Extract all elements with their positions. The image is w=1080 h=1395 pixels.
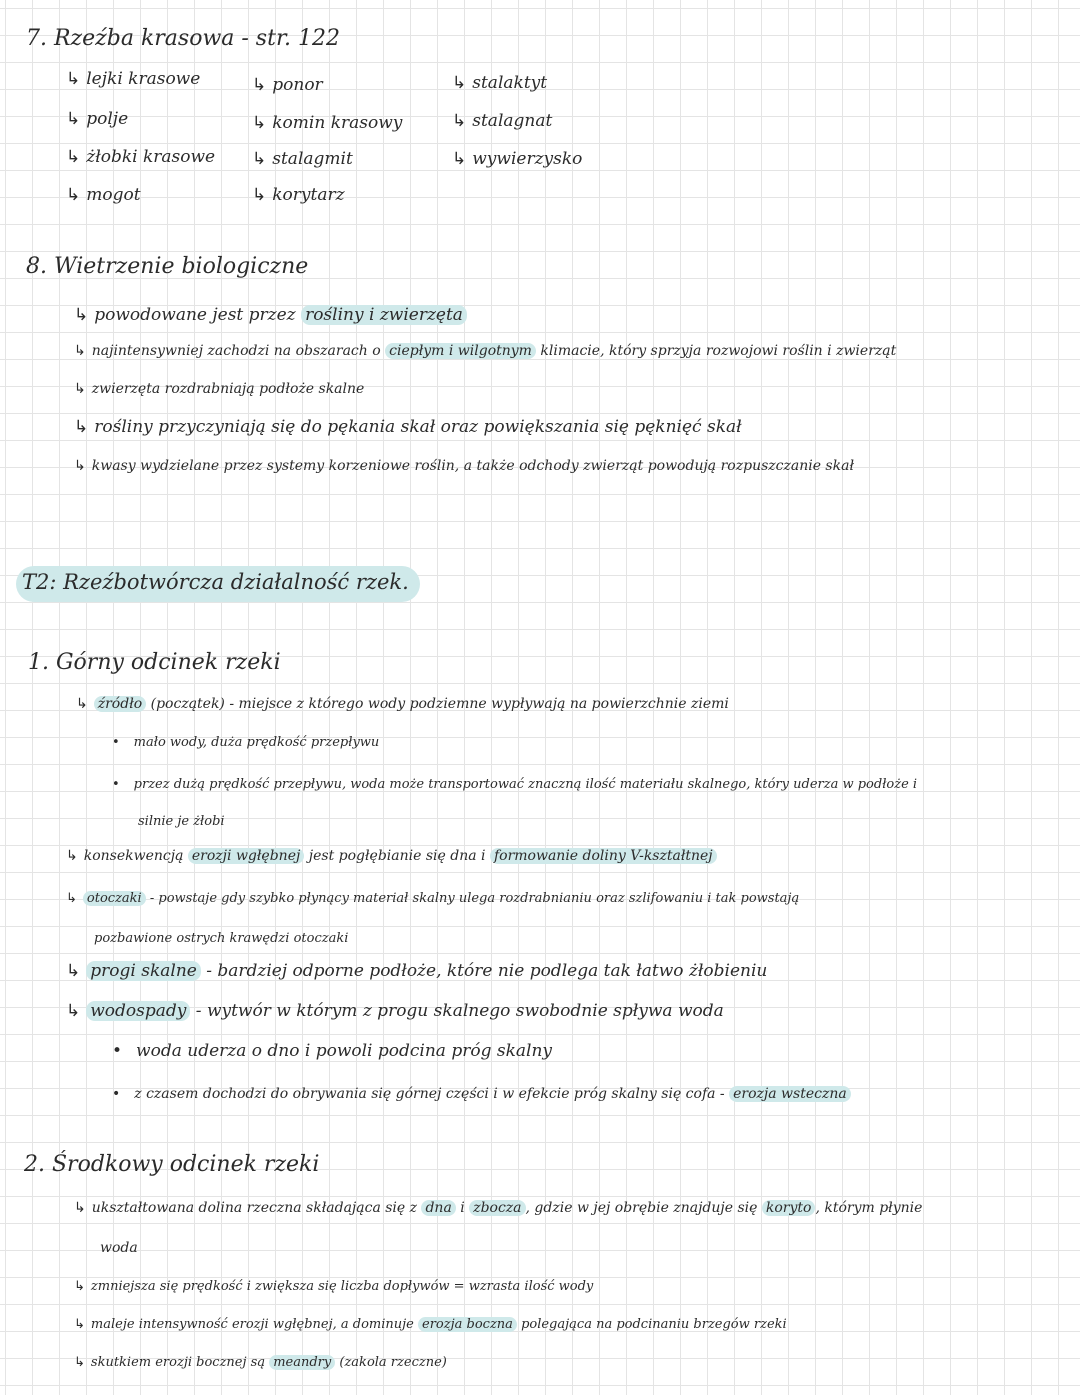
topic-title: T2: Rzeźbotwórcza działalność rzek. [22, 570, 409, 594]
list-item: • z czasem dochodzi do obrywania się górnej części i w efekcie próg skalny się cofa - erozja wsteczna [112, 1086, 851, 1102]
list-item: ↳ progi skalne - bardziej odporne podłoże, które nie podlega tak łatwo żłobieniu [66, 961, 768, 981]
list-item: ↳ korytarz [252, 185, 345, 205]
arrow-icon: ↳ [74, 417, 89, 437]
list-item: ↳ kwasy wydzielane przez systemy korzeniowe roślin, a także odchody zwierząt powodują rozpuszczanie skał [74, 458, 854, 474]
bullet-icon: • [112, 777, 120, 792]
section-2-title: 2. Środkowy odcinek rzeki [24, 1152, 320, 1177]
highlight: formowanie doliny V-kształtnej [490, 848, 717, 864]
list-item-continued: silnie je żłobi [138, 814, 225, 829]
arrow-icon: ↳ [74, 1317, 85, 1332]
arrow-icon: ↳ [74, 381, 86, 397]
highlight: dna [421, 1200, 455, 1216]
list-item: ↳ zmniejsza się prędkość i zwiększa się liczba dopływów = wzrasta ilość wody [74, 1279, 594, 1294]
bullet-icon: • [112, 1086, 121, 1102]
arrow-icon: ↳ [452, 111, 467, 131]
highlight: ciepłym i wilgotnym [385, 343, 536, 359]
list-item: ↳ ponor [252, 75, 323, 95]
list-item-continued: pozbawione ostrych krawędzi otoczaki [94, 931, 349, 946]
arrow-icon: ↳ [74, 1279, 85, 1294]
arrow-icon: ↳ [74, 1200, 86, 1216]
list-item: ↳ polje [66, 109, 129, 129]
section-7-title: 7. Rzeźba krasowa - str. 122 [26, 26, 341, 51]
arrow-icon: ↳ [74, 305, 89, 325]
list-item: ↳ najintensywniej zachodzi na obszarach o ciepłym i wilgotnym klimacie, który sprzyja rozwojowi roślin i zwierząt [74, 343, 897, 359]
bullet-icon: • [112, 735, 120, 750]
highlight: erozja wsteczna [729, 1086, 851, 1102]
highlight: progi skalne [86, 961, 201, 981]
arrow-icon: ↳ [66, 891, 77, 906]
list-item: • mało wody, duża prędkość przepływu [112, 735, 380, 750]
arrow-icon: ↳ [66, 109, 81, 129]
arrow-icon: ↳ [252, 185, 267, 205]
list-item: ↳ zwierzęta rozdrabniają podłoże skalne [74, 381, 365, 397]
list-item-continued: woda [100, 1240, 138, 1256]
list-item: ↳ konsekwencją erozji wgłębnej jest pogłębianie się dna i formowanie doliny V-kształtnej [66, 848, 717, 864]
arrow-icon: ↳ [74, 458, 86, 474]
arrow-icon: ↳ [74, 343, 86, 359]
list-item: ↳ stalagmit [252, 149, 353, 169]
arrow-icon: ↳ [74, 1355, 85, 1370]
highlight: koryto [762, 1200, 816, 1216]
list-item: ↳ powodowane jest przez rośliny i zwierzęta [74, 306, 467, 326]
arrow-icon: ↳ [76, 696, 88, 712]
highlight: wodospady [86, 1001, 190, 1021]
highlight: rośliny i zwierzęta [301, 305, 467, 325]
highlight: erozji wgłębnej [188, 848, 304, 864]
list-item: ↳ maleje intensywność erozji wgłębnej, a dominuje erozja boczna polegająca na podcinaniu brzegów rzeki [74, 1317, 787, 1332]
arrow-icon: ↳ [66, 1001, 81, 1021]
list-item: ↳ stalaktyt [452, 73, 548, 93]
arrow-icon: ↳ [452, 73, 467, 93]
arrow-icon: ↳ [452, 149, 467, 169]
bullet-icon: • [112, 1041, 123, 1061]
section-1-title: 1. Górny odcinek rzeki [28, 650, 281, 675]
list-item: • woda uderza o dno i powoli podcina próg skalny [112, 1041, 553, 1061]
list-item: ↳ wywierzysko [452, 149, 583, 169]
list-item: ↳ stalagnat [452, 111, 553, 131]
section-8-title: 8. Wietrzenie biologiczne [26, 254, 309, 279]
arrow-icon: ↳ [252, 149, 267, 169]
arrow-icon: ↳ [66, 185, 81, 205]
highlight: źródło [94, 696, 146, 712]
list-item: ↳ lejki krasowe [66, 69, 201, 89]
list-item: ↳ źródło (początek) - miejsce z którego wody podziemne wypływają na powierzchnie ziemi [76, 696, 729, 712]
list-item: • przez dużą prędkość przepływu, woda może transportować znaczną ilość materiału skalnego, który uderza w podłoże i [112, 777, 918, 792]
list-item: ↳ ukształtowana dolina rzeczna składająca się z dna i zbocza , gdzie w jej obrębie znajduje się koryto , którym płynie [74, 1200, 923, 1216]
arrow-icon: ↳ [66, 848, 78, 864]
list-item: ↳ mogot [66, 185, 141, 205]
list-item: ↳ rośliny przyczyniają się do pękania skał oraz powiększania się pęknięć skał [74, 417, 742, 437]
arrow-icon: ↳ [252, 75, 267, 95]
arrow-icon: ↳ [66, 961, 81, 981]
highlight: otoczaki [83, 891, 146, 906]
arrow-icon: ↳ [252, 113, 267, 133]
arrow-icon: ↳ [66, 147, 81, 167]
list-item: ↳ żłobki krasowe [66, 147, 216, 167]
highlight: meandry [269, 1355, 335, 1370]
highlight: erozja boczna [418, 1317, 517, 1332]
list-item: ↳ wodospady - wytwór w którym z progu skalnego swobodnie spływa woda [66, 1001, 724, 1021]
highlight: zbocza [469, 1200, 525, 1216]
arrow-icon: ↳ [66, 69, 81, 89]
list-item: ↳ otoczaki - powstaje gdy szybko płynący materiał skalny ulega rozdrabnianiu oraz szlifowaniu i tak powstają [66, 891, 800, 906]
list-item: ↳ skutkiem erozji bocznej są meandry (zakola rzeczne) [74, 1355, 447, 1370]
list-item: ↳ komin krasowy [252, 113, 403, 133]
